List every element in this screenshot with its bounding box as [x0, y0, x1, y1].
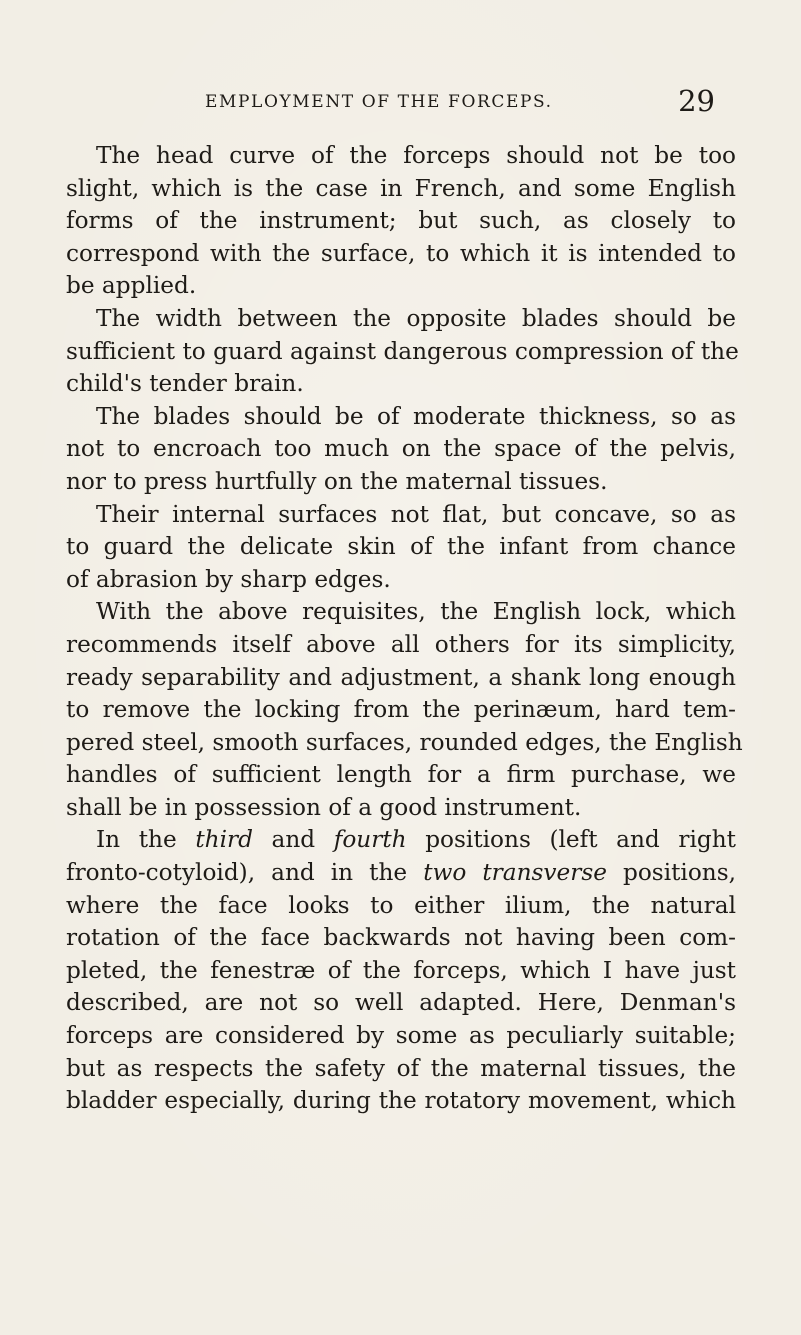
text-run: pered steel, smooth surfaces, rounded edges, the English [66, 728, 743, 756]
text-line [66, 792, 736, 825]
text-line [66, 368, 736, 401]
text-line [66, 922, 736, 955]
text-line [66, 205, 736, 238]
text-run: In the [96, 826, 196, 854]
text-run: but as respects the safety of the maternal tissues, the [66, 1054, 736, 1082]
text-run: to guard the delicate skin of the infant from chance [66, 533, 736, 561]
italic-text: fourth [333, 826, 407, 854]
text-run: sufficient to guard against dangerous compression of the [66, 337, 739, 365]
text-run: The width between the opposite blades should be [96, 304, 736, 332]
text-run: where the face looks to either ilium, the natural [66, 891, 736, 919]
text-line [66, 857, 736, 890]
text-line [66, 694, 736, 727]
text-run: correspond with the surface, to which it is intended to [66, 239, 736, 267]
running-head: EMPLOYMENT OF THE FORCEPS. [205, 92, 553, 112]
text-line [66, 955, 736, 988]
italic-text: third [195, 826, 253, 854]
text-line [66, 987, 736, 1020]
text-line [66, 662, 736, 695]
text-run: positions (left and right [406, 826, 736, 854]
text-run: not to encroach too much on the space of the pelvis, [66, 435, 736, 463]
text-run: shall be in possession of a good instrument. [66, 793, 582, 821]
text-line [66, 270, 736, 303]
text-line [66, 466, 736, 499]
text-run: ready separability and adjustment, a shank long enough [66, 663, 736, 691]
text-run: recommends itself above all others for its simplicity, [66, 630, 736, 658]
text-line [66, 303, 736, 336]
text-line [66, 336, 739, 369]
text-run: be applied. [66, 272, 197, 300]
text-line [66, 401, 736, 434]
text-line [66, 629, 736, 662]
italic-text: two transverse [423, 859, 607, 887]
text-run: child's tender brain. [66, 370, 304, 398]
text-run: forms of the instrument; but such, as closely to [66, 207, 736, 235]
body-text [66, 140, 743, 1118]
text-line [66, 1053, 736, 1086]
text-line [66, 824, 736, 857]
text-run: described, are not so well adapted. Here, Denman's [66, 989, 736, 1017]
text-run: to remove the locking from the perinæum, hard tem- [66, 696, 736, 724]
text-line [66, 727, 743, 760]
text-run: fronto-cotyloid), and in the [66, 859, 424, 887]
text-run: Their internal surfaces not flat, but concave, so as [96, 500, 736, 528]
text-run: With the above requisites, the English lock, which [96, 598, 736, 626]
page-number: 29 [678, 84, 715, 118]
text-line [66, 1020, 736, 1053]
page-header [0, 84, 801, 128]
text-line [66, 564, 736, 597]
text-line [66, 433, 736, 466]
text-run: nor to press hurtfully on the maternal tissues. [66, 467, 608, 495]
text-line [66, 1085, 736, 1118]
text-line [66, 140, 736, 173]
text-line [66, 890, 736, 923]
text-line [66, 173, 736, 206]
text-run: bladder especially, during the rotatory movement, which [66, 1087, 736, 1115]
text-line [66, 759, 736, 792]
text-run: rotation of the face backwards not having been com- [66, 924, 736, 952]
text-run: handles of sufficient length for a firm purchase, we [66, 761, 736, 789]
text-run: pleted, the fenestræ of the forceps, which I have just [66, 956, 736, 984]
text-run: The blades should be of moderate thickness, so as [96, 402, 736, 430]
text-line [66, 531, 736, 564]
text-line [66, 596, 736, 629]
text-line [66, 499, 736, 532]
text-run: slight, which is the case in French, and some English [66, 174, 736, 202]
text-line [66, 238, 736, 271]
text-run: of abrasion by sharp edges. [66, 565, 391, 593]
text-run: The head curve of the forceps should not be too [96, 142, 736, 169]
text-run: positions, [606, 859, 737, 887]
text-run: forceps are considered by some as peculiarly suitable; [66, 1022, 736, 1050]
text-run: and [252, 826, 334, 854]
